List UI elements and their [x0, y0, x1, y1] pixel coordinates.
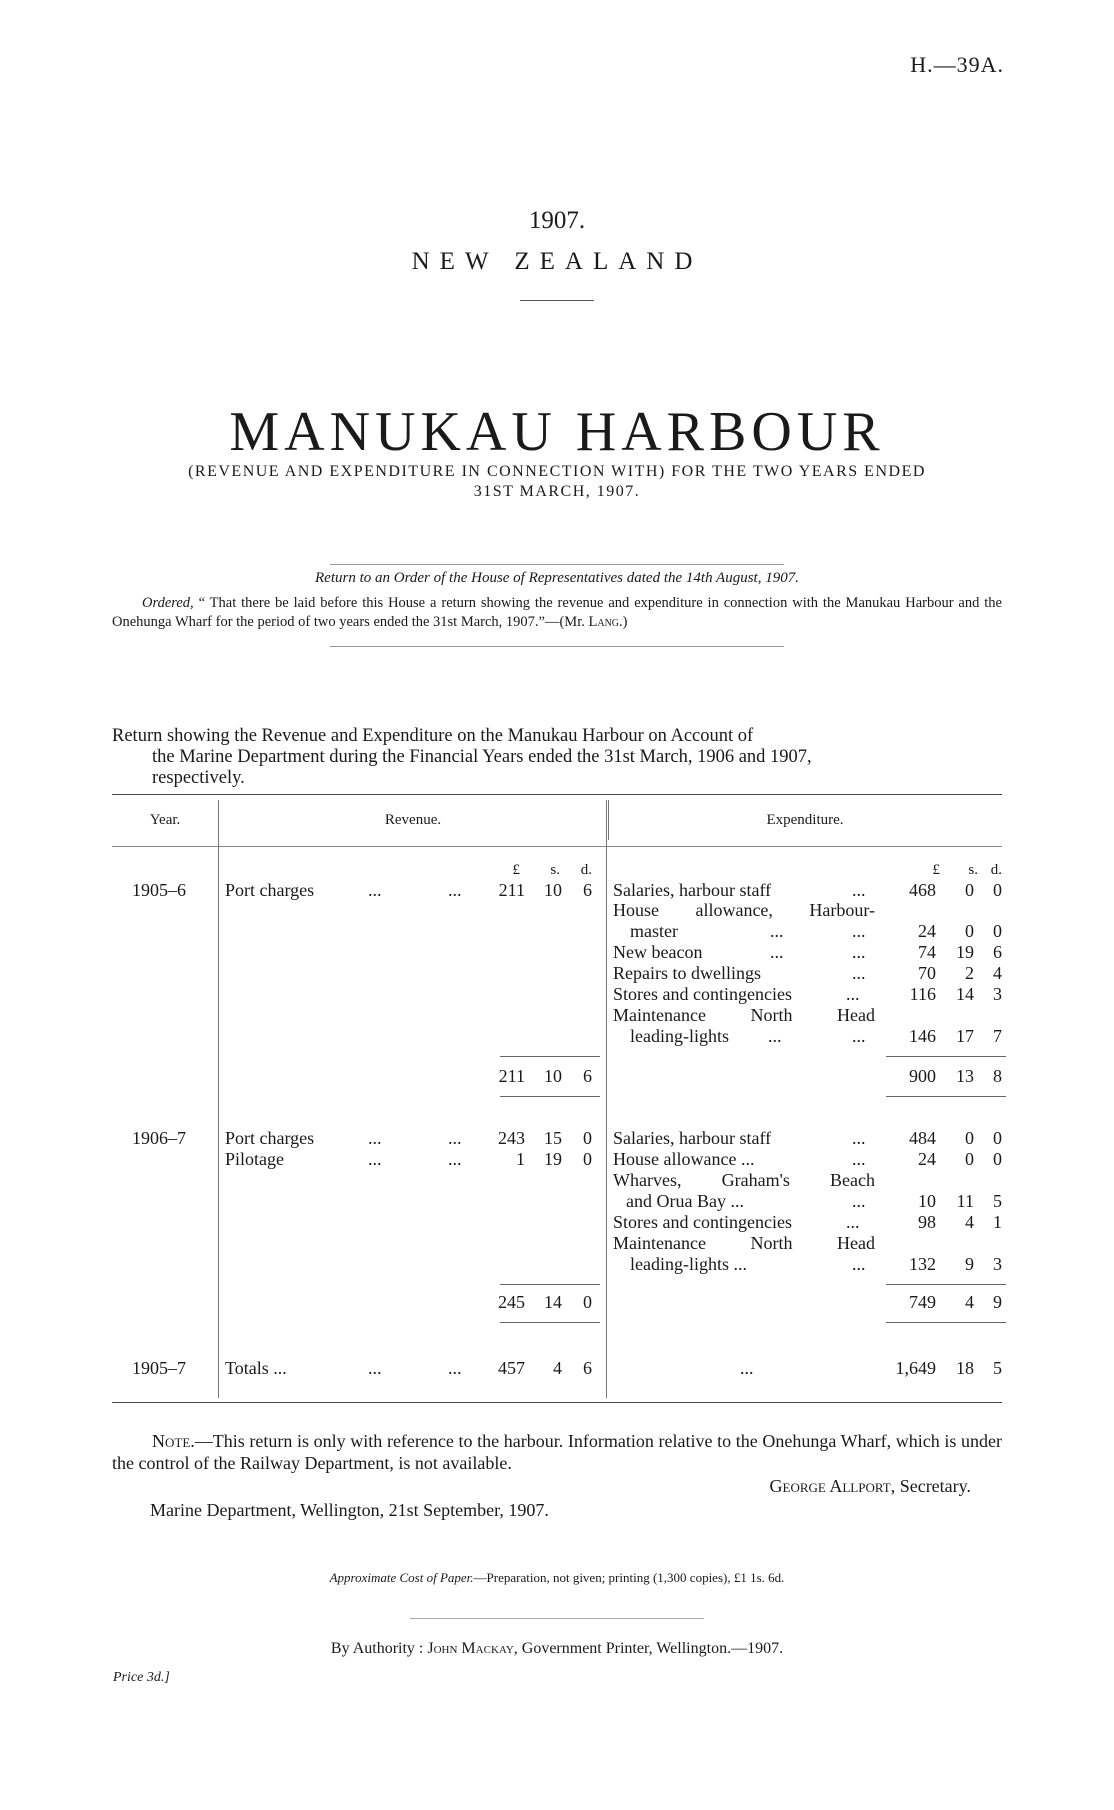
expenditure-item: Wharves, Graham's Beach [613, 1170, 875, 1190]
expenditure-total-pence: 8 [993, 1066, 1002, 1086]
document-title: MANUKAU HARBOUR [229, 401, 885, 463]
subtotal-rule [886, 1096, 1006, 1097]
expenditure-item: Maintenance North Head [613, 1005, 875, 1025]
leader-dots: ... [768, 1026, 782, 1046]
totals-label: Totals ... [225, 1358, 287, 1378]
return-intro [112, 726, 1002, 789]
expenditure-item-continued: and Orua Bay ... [626, 1191, 744, 1211]
amount-shillings: 2 [965, 963, 974, 983]
amount-pounds: 98 [918, 1212, 936, 1232]
expenditure-total-pounds: 900 [909, 1066, 936, 1086]
leader-dots: ... [846, 984, 860, 1004]
amount-shillings: 0 [965, 921, 974, 941]
dateline: Marine Department, Wellington, 21st September, 1907. [150, 1500, 549, 1520]
intro-line-3: respectively. [152, 768, 245, 788]
leader-dots: ... [448, 1128, 462, 1148]
amount-pounds: 74 [918, 942, 936, 962]
ordered-text: “ That there be laid before this House a return showing the revenue and expenditure in connection with the Manukau Harbour and the Onehunga Wharf for the period of two years ended the 31st March, 1907.”—(Mr. [112, 595, 1002, 630]
amount-pounds: 70 [918, 963, 936, 983]
divider [330, 564, 784, 565]
amount-pounds: 484 [909, 1128, 936, 1148]
expenditure-total-pence: 9 [993, 1292, 1002, 1312]
revenue-item: Port charges [225, 1128, 315, 1148]
leader-dots: ... [852, 1026, 866, 1046]
amount-shillings: 0 [965, 1128, 974, 1148]
cost-of-paper [0, 1570, 1114, 1586]
currency-pounds: £ [932, 862, 940, 878]
printer-name: John Mackay, [427, 1640, 518, 1657]
amount-pounds: 468 [909, 880, 936, 900]
revenue-item: Port charges [225, 880, 315, 900]
authority-prefix: By Authority : [330, 1640, 424, 1657]
subtotal-rule [500, 1284, 600, 1285]
leader-dots: ... [852, 1149, 866, 1169]
currency-shillings: s. [550, 862, 560, 878]
leader-dots: ... [740, 1358, 754, 1378]
note-paragraph [112, 1430, 1002, 1474]
amount-pence: 5 [993, 1191, 1002, 1211]
cost-label: Approximate Cost of Paper. [329, 1570, 474, 1585]
expenditure-total-shillings: 13 [956, 1066, 974, 1086]
expenditure-item-continued: leading-lights ... [630, 1254, 747, 1274]
amount-pence: 0 [993, 880, 1002, 900]
amount-pounds: 10 [918, 1191, 936, 1211]
expenditure-item: Stores and contingencies [613, 1212, 792, 1232]
subtitle-line-1: (REVENUE AND EXPENDITURE IN CONNECTION WITH) FOR THE TWO YEARS ENDED [188, 463, 926, 480]
expenditure-item: House allowance, Harbour- [613, 900, 875, 920]
expenditure-item-continued: leading-lights [630, 1026, 729, 1046]
period-year: 1905–6 [132, 880, 186, 900]
paper-reference: H.—39A. [910, 52, 1004, 77]
currency-pence: d. [990, 862, 1002, 878]
amount-pounds: 211 [498, 880, 525, 900]
intro-line-2: the Marine Department during the Financial Years ended the 31st March, 1906 and 1907, [152, 747, 812, 767]
amount-shillings: 0 [965, 880, 974, 900]
amount-shillings: 15 [544, 1128, 562, 1148]
leader-dots: ... [770, 921, 784, 941]
revenue-total-shillings: 10 [544, 1066, 562, 1086]
amount-shillings: 9 [965, 1254, 974, 1274]
cost-text: —Preparation, not given; printing (1,300 copies), £1 1s. 6d. [473, 1570, 785, 1585]
ordered-label: Ordered, [142, 595, 194, 611]
leader-dots: ... [448, 880, 462, 900]
subtotal-rule [886, 1322, 1006, 1323]
amount-pence: 0 [993, 921, 1002, 941]
leader-dots: ... [448, 1149, 462, 1169]
amount-pounds: 243 [498, 1128, 525, 1148]
grand-revenue-pence: 6 [583, 1358, 592, 1378]
leader-dots: ... [852, 963, 866, 983]
order-paragraph [112, 594, 1002, 632]
expenditure-item: Stores and contingencies [613, 984, 792, 1004]
leader-dots: ... [368, 1358, 382, 1378]
amount-shillings: 14 [956, 984, 974, 1004]
note-text: —This return is only with reference to the harbour. Information relative to the Onehunga Wharf, which is under the control of the Railway Department, is not available. [112, 1431, 1002, 1473]
leader-dots: ... [852, 1254, 866, 1274]
header-year: Year. [149, 812, 181, 828]
grand-expenditure-shillings: 18 [956, 1358, 974, 1378]
note-label: Note. [152, 1431, 195, 1451]
amount-shillings: 19 [956, 942, 974, 962]
subtotal-rule [500, 1322, 600, 1323]
leader-dots: ... [368, 1128, 382, 1148]
document-subtitle [110, 462, 1004, 502]
header-expenditure: Expenditure. [766, 812, 844, 828]
column-divider [218, 800, 219, 1398]
divider [410, 1618, 704, 1619]
revenue-total-pence: 0 [583, 1292, 592, 1312]
subtotal-rule [886, 1284, 1006, 1285]
amount-shillings: 10 [544, 880, 562, 900]
printer-rest: Government Printer, Wellington.—1907. [521, 1640, 784, 1657]
amount-pounds: 116 [909, 984, 936, 1004]
amount-pence: 1 [993, 1212, 1002, 1232]
currency-pence: d. [580, 862, 592, 878]
divider [520, 300, 594, 301]
price: Price 3d.] [113, 1670, 170, 1685]
amount-pence: 0 [993, 1128, 1002, 1148]
amount-pence: 0 [993, 1149, 1002, 1169]
currency-shillings: s. [968, 862, 978, 878]
amount-pence: 7 [993, 1026, 1002, 1046]
amount-shillings: 4 [965, 1212, 974, 1232]
amount-pounds: 24 [918, 1149, 936, 1169]
amount-pence: 0 [583, 1128, 592, 1148]
leader-dots: ... [368, 880, 382, 900]
currency-pounds: £ [512, 862, 520, 878]
leader-dots: ... [846, 1212, 860, 1232]
amount-pence: 4 [993, 963, 1002, 983]
leader-dots: ... [448, 1358, 462, 1378]
signature-title: Secretary. [899, 1476, 971, 1496]
column-divider [608, 800, 609, 840]
leader-dots: ... [852, 921, 866, 941]
expenditure-item-continued: master [630, 921, 678, 941]
signature [770, 1476, 971, 1497]
amount-pence: 3 [993, 984, 1002, 1004]
intro-line-1: Return showing the Revenue and Expenditure on the Manukau Harbour on Account of [112, 726, 754, 746]
header-bottom-rule [112, 846, 1002, 847]
leader-dots: ... [852, 1128, 866, 1148]
subtotal-rule [500, 1096, 600, 1097]
leader-dots: ... [852, 942, 866, 962]
expenditure-total-pounds: 749 [909, 1292, 936, 1312]
expenditure-item: New beacon [613, 942, 703, 962]
expenditure-item: Salaries, harbour staff [613, 880, 772, 900]
revenue-total-pence: 6 [583, 1066, 592, 1086]
grand-revenue-shillings: 4 [553, 1358, 562, 1378]
table-top-rule [112, 794, 1002, 795]
amount-pence: 3 [993, 1254, 1002, 1274]
expenditure-item: Salaries, harbour staff [613, 1128, 772, 1148]
amount-pounds: 1 [516, 1149, 525, 1169]
printer-authority [0, 1640, 1114, 1658]
amount-shillings: 0 [965, 1149, 974, 1169]
expenditure-total-shillings: 4 [965, 1292, 974, 1312]
publication-year: 1907. [528, 207, 586, 234]
amount-pounds: 146 [909, 1026, 936, 1046]
amount-pence: 6 [993, 942, 1002, 962]
grand-expenditure-pounds: 1,649 [895, 1358, 936, 1378]
period-year: 1906–7 [132, 1128, 186, 1148]
ordered-member: Lang.) [588, 614, 628, 630]
revenue-item: Pilotage [225, 1149, 284, 1169]
amount-shillings: 17 [956, 1026, 974, 1046]
expenditure-item: Repairs to dwellings [613, 963, 761, 983]
grand-revenue-pounds: 457 [498, 1358, 525, 1378]
subtotal-rule [500, 1056, 600, 1057]
revenue-total-shillings: 14 [544, 1292, 562, 1312]
revenue-total-pounds: 211 [498, 1066, 525, 1086]
header-revenue: Revenue. [384, 812, 442, 828]
amount-shillings: 11 [956, 1191, 974, 1211]
divider [330, 646, 784, 647]
amount-pounds: 24 [918, 921, 936, 941]
grand-expenditure-pence: 5 [993, 1358, 1002, 1378]
amount-shillings: 19 [544, 1149, 562, 1169]
amount-pence: 0 [583, 1149, 592, 1169]
subtitle-line-2: 31ST MARCH, 1907. [473, 483, 641, 500]
table-bottom-rule [112, 1402, 1002, 1403]
amount-pence: 6 [583, 880, 592, 900]
country-heading: NEW ZEALAND [411, 248, 703, 275]
column-divider [606, 800, 607, 1398]
expenditure-item: Maintenance North Head [613, 1233, 875, 1253]
signature-name: George Allport, [769, 1476, 896, 1496]
leader-dots: ... [852, 1191, 866, 1211]
subtotal-rule [886, 1056, 1006, 1057]
totals-year: 1905–7 [132, 1358, 186, 1378]
return-to-order-line: Return to an Order of the House of Representatives dated the 14th August, 1907. [315, 570, 799, 586]
leader-dots: ... [852, 880, 866, 900]
leader-dots: ... [368, 1149, 382, 1169]
revenue-total-pounds: 245 [498, 1292, 525, 1312]
amount-pounds: 132 [909, 1254, 936, 1274]
leader-dots: ... [770, 942, 784, 962]
expenditure-item: House allowance ... [613, 1149, 755, 1169]
